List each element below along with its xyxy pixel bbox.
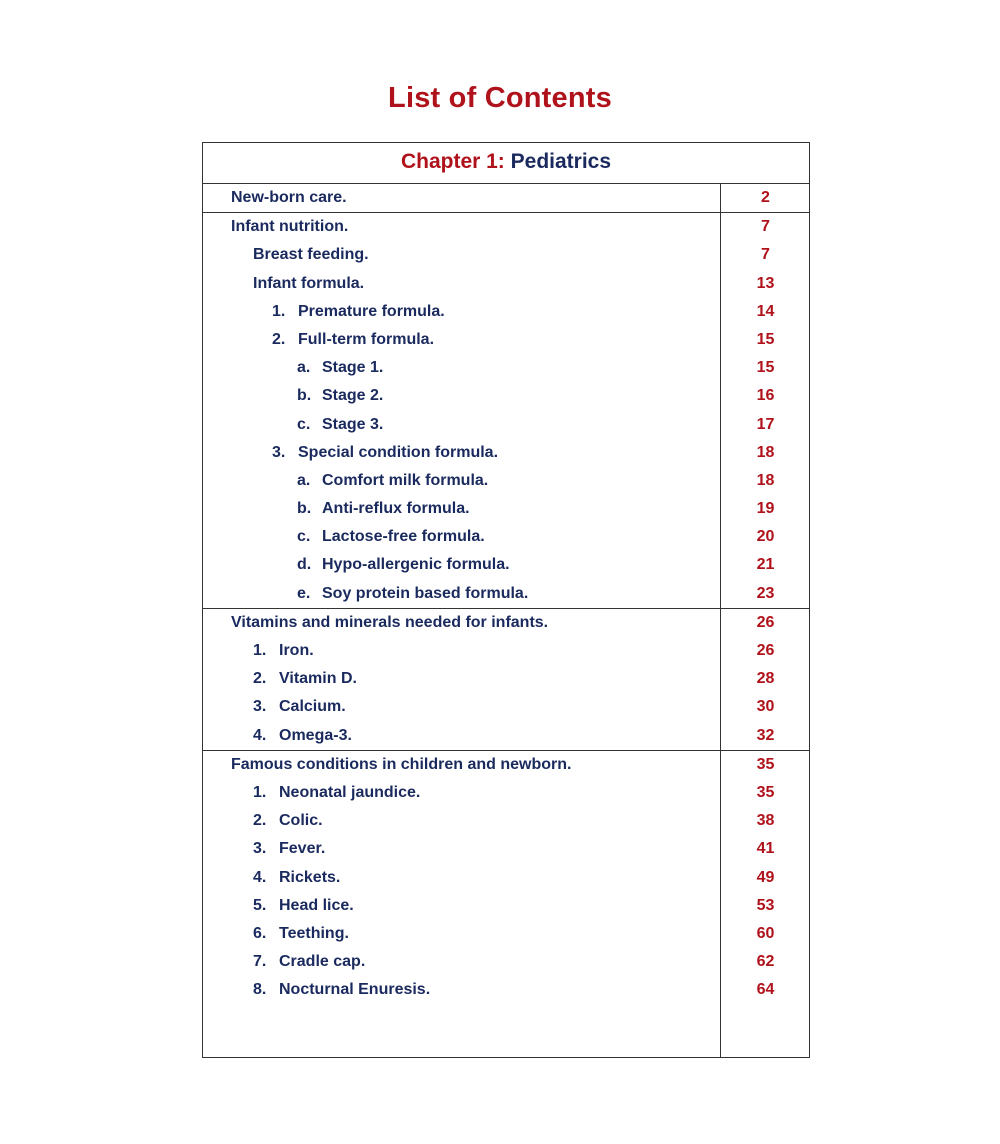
toc-entry[interactable]	[203, 864, 809, 892]
toc-entry[interactable]	[203, 835, 809, 863]
entry-page-number: 13	[756, 274, 775, 292]
entry-marker: 3.	[253, 840, 267, 858]
entry-page-number: 17	[756, 415, 775, 433]
entry-page-number: 38	[756, 812, 775, 830]
entry-title	[297, 551, 510, 579]
entry-text: Colic.	[279, 812, 323, 830]
entry-text: Stage 3.	[322, 415, 384, 433]
entry-title	[297, 523, 485, 551]
entry-page-number: 14	[756, 302, 775, 320]
toc-entry[interactable]	[203, 551, 809, 579]
toc-sections	[203, 184, 809, 1066]
toc-entry[interactable]	[203, 948, 809, 976]
entry-text: Infant formula.	[253, 274, 365, 292]
entry-page-number: 62	[756, 953, 775, 971]
entry-marker: a.	[297, 471, 311, 489]
entry-marker: e.	[297, 584, 311, 602]
entry-text: Teething.	[279, 924, 349, 942]
chapter-label: Chapter 1:	[400, 150, 505, 173]
entry-page-number: 7	[761, 246, 770, 264]
toc-entry[interactable]	[203, 807, 809, 835]
entry-page-number: 18	[756, 443, 775, 461]
toc-entry[interactable]	[203, 609, 809, 637]
toc-entry[interactable]	[203, 270, 809, 298]
toc-entry[interactable]	[203, 722, 809, 750]
entry-text: Iron.	[279, 642, 314, 659]
entry-text: Calcium.	[279, 698, 346, 716]
toc-entry[interactable]	[203, 184, 809, 212]
toc-entry[interactable]	[203, 637, 809, 665]
entry-text: Head lice.	[279, 896, 354, 914]
entry-text: Full-term formula.	[298, 330, 435, 348]
toc-entry[interactable]	[203, 382, 809, 410]
toc-section	[203, 213, 809, 609]
entry-text: Omega-3.	[279, 726, 352, 744]
entry-page-number: 32	[756, 726, 775, 744]
entry-text: Famous conditions in children and newborn.	[231, 755, 572, 773]
entry-title	[297, 382, 383, 410]
entry-text: Soy protein based formula.	[322, 584, 529, 602]
entry-title	[253, 920, 349, 948]
toc-entry[interactable]	[203, 467, 809, 495]
chapter-heading	[203, 143, 809, 184]
entry-text: Nocturnal Enuresis.	[279, 981, 431, 999]
entry-page-number: 20	[756, 528, 775, 546]
entry-title	[253, 693, 346, 721]
toc-entry[interactable]	[203, 580, 809, 608]
toc-entry[interactable]	[203, 779, 809, 807]
entry-page-number: 35	[756, 783, 775, 801]
toc-entry[interactable]	[203, 495, 809, 523]
entry-text: Hypo-allergenic formula.	[322, 556, 510, 574]
entry-marker: 1.	[272, 302, 286, 320]
entry-text: New-born care.	[231, 189, 347, 206]
entry-marker: 2.	[253, 670, 267, 688]
entry-text: Neonatal jaundice.	[279, 783, 421, 801]
entry-marker: c.	[297, 415, 311, 433]
entry-marker: 6.	[253, 924, 267, 942]
entry-page-number: 18	[756, 471, 775, 489]
toc-entry[interactable]	[203, 523, 809, 551]
entry-marker: d.	[297, 556, 312, 574]
entry-page-number: 23	[756, 584, 775, 602]
entry-marker: 3.	[272, 443, 286, 461]
entry-marker: 3.	[253, 698, 267, 716]
entry-page-number: 64	[756, 981, 775, 999]
entry-marker: 4.	[253, 868, 267, 886]
toc-section	[203, 751, 809, 1067]
entry-page-number: 19	[756, 500, 775, 518]
entry-title	[297, 411, 383, 439]
entry-title	[231, 609, 548, 637]
entry-marker: b.	[297, 387, 312, 405]
entry-marker: a.	[297, 359, 311, 377]
entry-marker: c.	[297, 528, 311, 546]
entry-title	[253, 637, 314, 665]
entry-text: Lactose-free formula.	[322, 528, 485, 546]
entry-text: Fever.	[279, 840, 326, 858]
entry-title	[253, 948, 365, 976]
entry-title	[297, 495, 470, 523]
entry-page-number: 15	[756, 359, 775, 377]
entry-page-number: 49	[756, 868, 775, 886]
entry-title	[297, 467, 488, 495]
entry-title	[253, 779, 420, 807]
entry-page-number: 15	[756, 330, 775, 348]
entry-page-number: 16	[756, 387, 775, 405]
entry-text: Anti-reflux formula.	[322, 500, 470, 518]
entry-text: Breast feeding.	[253, 246, 369, 264]
entry-page-number: 41	[756, 840, 775, 858]
entry-page-number: 53	[756, 896, 775, 914]
entry-text: Infant nutrition.	[231, 218, 349, 236]
entry-text: Cradle cap.	[279, 953, 366, 971]
entry-title	[253, 976, 430, 1004]
entry-marker: 2.	[253, 812, 267, 830]
entry-marker: 1.	[253, 642, 267, 659]
blank-space	[203, 1004, 809, 1066]
entry-page-number: 26	[756, 642, 775, 659]
toc-entry[interactable]	[203, 693, 809, 721]
entry-text: Vitamins and minerals needed for infants.	[231, 613, 549, 631]
entry-page-number: 35	[756, 755, 775, 773]
entry-title	[272, 439, 498, 467]
entry-text: Special condition formula.	[298, 443, 499, 461]
toc-section	[203, 609, 809, 751]
toc-entry[interactable]	[203, 411, 809, 439]
entry-title	[253, 270, 364, 298]
entry-title	[231, 184, 347, 212]
toc-entry[interactable]	[203, 751, 809, 779]
toc-entry[interactable]	[203, 892, 809, 920]
entry-marker: 1.	[253, 783, 267, 801]
entry-marker: 7.	[253, 953, 267, 971]
toc-entry[interactable]	[203, 326, 809, 354]
entry-page-number: 26	[756, 613, 775, 631]
toc-entry[interactable]	[203, 920, 809, 948]
entry-marker: 8.	[253, 981, 267, 999]
toc-entry[interactable]	[203, 976, 809, 1004]
entry-text: Rickets.	[279, 868, 341, 886]
entry-page-number: 7	[761, 218, 770, 236]
entry-title	[253, 892, 354, 920]
entry-title	[253, 835, 325, 863]
entry-title	[253, 807, 323, 835]
toc-entry[interactable]	[203, 213, 809, 241]
entry-title	[272, 298, 445, 326]
entry-page-number: 2	[761, 189, 770, 206]
entry-marker: 2.	[272, 330, 286, 348]
entry-marker: 4.	[253, 726, 267, 744]
page-title: List of Contents	[388, 82, 612, 114]
entry-title	[297, 580, 528, 608]
toc-entry[interactable]	[203, 298, 809, 326]
toc-entry[interactable]	[203, 354, 809, 382]
entry-text: Premature formula.	[298, 302, 445, 320]
entry-title	[253, 722, 352, 750]
toc-section	[203, 184, 809, 213]
chapter-name: Pediatrics	[510, 150, 612, 173]
entry-text: Stage 1.	[322, 359, 384, 377]
entry-title	[231, 751, 571, 779]
entry-title	[272, 326, 434, 354]
entry-page-number: 28	[756, 670, 775, 688]
toc-table	[202, 142, 810, 1058]
toc-entry[interactable]	[203, 665, 809, 693]
entry-text: Comfort milk formula.	[322, 471, 489, 489]
entry-title	[231, 213, 348, 241]
toc-entry[interactable]	[203, 439, 809, 467]
entry-title	[253, 665, 357, 693]
entry-page-number: 30	[756, 698, 775, 716]
entry-title	[253, 241, 369, 269]
entry-marker: 5.	[253, 896, 267, 914]
entry-title	[297, 354, 383, 382]
entry-marker: b.	[297, 500, 312, 518]
entry-text: Vitamin D.	[279, 670, 357, 688]
toc-entry[interactable]	[203, 241, 809, 269]
entry-page-number: 21	[756, 556, 775, 574]
entry-page-number: 60	[756, 924, 775, 942]
entry-text: Stage 2.	[322, 387, 384, 405]
entry-title	[253, 864, 340, 892]
